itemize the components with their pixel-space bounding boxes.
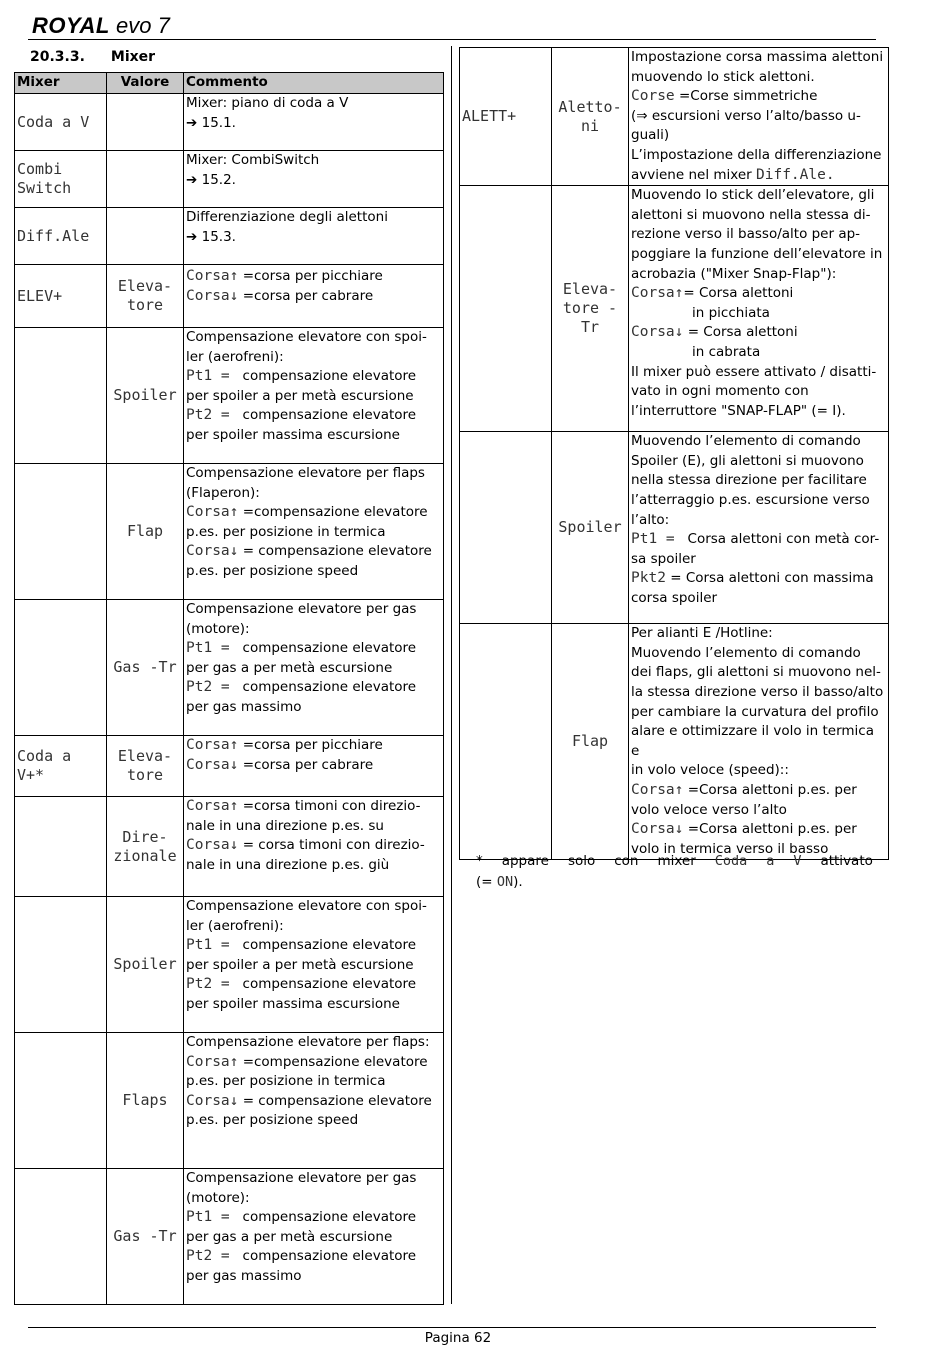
column-divider <box>451 46 452 1304</box>
section-title: Mixer <box>110 49 156 65</box>
comment-cell: Corsa↑ =corsa timoni con direzio- nale in una direzione p.es. su Corsa↓ = corsa timoni con direzio- nale in una direzione p.es. giù <box>184 797 444 897</box>
mixer-cell: Coda a V <box>15 94 107 151</box>
comment-cell: Corsa↑ =corsa per picchiare Corsa↓ =corsa per cabrare <box>184 265 444 328</box>
value-cell: Spoiler <box>107 328 184 464</box>
table-row <box>460 624 889 860</box>
comment-cell: Per alianti E /Hotline: Muovendo l’elemento di comando dei flaps, gli alettoni si muovono nel- la stessa direzione verso il basso/alto per cambiare la curvatura del profilo alare e ottimizzare il volo in termica e in volo veloce (speed):: Corsa↑ =Corsa alettoni p.es. per volo veloce verso l’alto Corsa↓ =Corsa alettoni p.es. per volo in termica verso il basso <box>629 624 889 860</box>
section-heading <box>30 49 155 65</box>
page-number: Pagina 62 <box>424 1330 492 1346</box>
comment-cell: Muovendo l’elemento di comando Spoiler (E), gli alettoni si muovono nella stessa direzione per facilitare l’atterraggio p.es. escursione verso l’alto: Pt1 = Corsa alettoni con metà cor- sa spoiler Pkt2 = Corsa alettoni con massima corsa spoiler <box>629 432 889 624</box>
header-mixer: Mixer <box>15 73 107 94</box>
table-row <box>15 797 444 897</box>
mixer-cell <box>15 1033 107 1169</box>
mixer-cell: Diff.Ale <box>15 208 107 265</box>
comment-cell: Mixer: CombiSwitch ➔ 15.2. <box>184 151 444 208</box>
comment-cell: Compensazione elevatore con spoi- ler (aerofreni): Pt1 = compensazione elevatore per spoiler a per metà escursione Pt2 = compensazione elevatore per spoiler massima escursione <box>184 328 444 464</box>
table-row <box>15 1033 444 1169</box>
mixer-cell <box>15 897 107 1033</box>
value-cell: Aletto- ni <box>552 48 629 186</box>
mixer-cell: Combi Switch <box>15 151 107 208</box>
comment-cell: Differenziazione degli alettoni ➔ 15.3. <box>184 208 444 265</box>
table-row <box>15 464 444 600</box>
value-cell: Spoiler <box>107 897 184 1033</box>
comment-cell: Muovendo lo stick dell’elevatore, gli alettoni si muovono nella stessa di- rezione verso il basso/alto per ap- poggiare la funzione dell’elevatore in acrobazia ("Mixer Snap-Flap"): Corsa↑= Corsa alettoni in picchiata Corsa↓ = Corsa alettoni in cabrata Il mixer può essere attivato / disatti- vato in ogni momento con l’interruttore "SNAP-FLAP" (= I). <box>629 186 889 432</box>
comment-cell: Impostazione corsa massima alettoni muovendo lo stick alettoni. Corse =Corse simmetriche (⇒ escursioni verso l’alto/basso u- guali) L’impostazione della differenziazione avviene nel mixer Diff.Ale. <box>629 48 889 186</box>
value-cell: Gas -Tr <box>107 600 184 736</box>
table-row <box>15 151 444 208</box>
mixer-cell <box>460 432 552 624</box>
header-commento: Commento <box>184 73 444 94</box>
comment-cell: Compensazione elevatore con spoi- ler (aerofreni): Pt1 = compensazione elevatore per spoiler a per metà escursione Pt2 = compensazione elevatore per spoiler massima escursione <box>184 897 444 1033</box>
footer-rule <box>28 1327 876 1328</box>
mixer-cell <box>460 624 552 860</box>
value-cell: Gas -Tr <box>107 1169 184 1305</box>
comment-cell: Compensazione elevatore per flaps: Corsa↑ =compensazione elevatore p.es. per posizione in termica Corsa↓ = compensazione elevatore p.es. per posizione speed <box>184 1033 444 1169</box>
comment-cell: Mixer: piano di coda a V ➔ 15.1. <box>184 94 444 151</box>
value-cell: Flap <box>552 624 629 860</box>
value-cell: Spoiler <box>552 432 629 624</box>
table-row <box>15 897 444 1033</box>
mixer-table-left <box>14 72 444 1305</box>
table-row <box>460 432 889 624</box>
comment-cell: Compensazione elevatore per flaps (Flaperon): Corsa↑ =compensazione elevatore p.es. per posizione in termica Corsa↓ = compensazione elevatore p.es. per posizione speed <box>184 464 444 600</box>
mixer-cell <box>15 328 107 464</box>
comment-cell: Compensazione elevatore per gas (motore): Pt1 = compensazione elevatore per gas a per metà escursione Pt2 = compensazione elevatore per gas massimo <box>184 600 444 736</box>
value-cell <box>107 94 184 151</box>
header-valore: Valore <box>107 73 184 94</box>
value-cell <box>107 208 184 265</box>
mixer-table-right <box>459 47 889 860</box>
mixer-cell <box>15 797 107 897</box>
table-row <box>15 736 444 797</box>
table-header-row <box>15 73 444 94</box>
comment-cell: Corsa↑ =corsa per picchiare Corsa↓ =corsa per cabrare <box>184 736 444 797</box>
value-cell: Eleva- tore -Tr <box>552 186 629 432</box>
table-row <box>15 265 444 328</box>
table-row <box>460 48 889 186</box>
value-cell: Flaps <box>107 1033 184 1169</box>
table-row <box>15 1169 444 1305</box>
mixer-cell: ALETT+ <box>460 48 552 186</box>
comment-cell: Compensazione elevatore per gas (motore): Pt1 = compensazione elevatore per gas a per metà escursione Pt2 = compensazione elevatore per gas massimo <box>184 1169 444 1305</box>
value-cell: Eleva- tore <box>107 265 184 328</box>
mixer-cell: Coda a V+* <box>15 736 107 797</box>
mixer-cell <box>15 464 107 600</box>
table-row <box>15 94 444 151</box>
mixer-cell: ELEV+ <box>15 265 107 328</box>
brand-logo: ROYAL evo 7 <box>32 13 170 38</box>
table-row <box>15 328 444 464</box>
mixer-cell <box>15 1169 107 1305</box>
table-row <box>15 208 444 265</box>
section-number: 20.3.3. <box>30 49 85 65</box>
footnote: * appare solo con mixer Coda a V attivato (= ON). <box>476 853 873 890</box>
mixer-cell <box>15 600 107 736</box>
table-row <box>460 186 889 432</box>
table-row <box>15 600 444 736</box>
value-cell: Dire- zionale <box>107 797 184 897</box>
mixer-cell <box>460 186 552 432</box>
page-header <box>28 12 876 40</box>
value-cell: Flap <box>107 464 184 600</box>
value-cell: Eleva- tore <box>107 736 184 797</box>
value-cell <box>107 151 184 208</box>
